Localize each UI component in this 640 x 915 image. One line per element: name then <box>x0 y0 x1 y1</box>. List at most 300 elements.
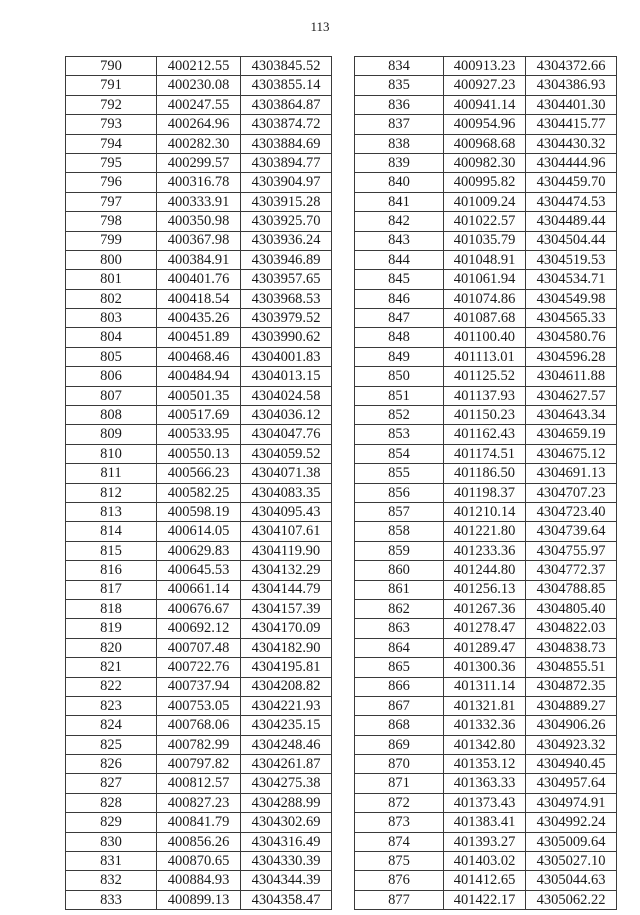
table-row <box>66 502 332 521</box>
y-coordinate-cell: 4303946.89 <box>241 250 332 269</box>
table-row <box>66 464 332 483</box>
x-coordinate-cell: 400350.98 <box>157 212 241 231</box>
y-coordinate-cell: 4304940.45 <box>526 755 617 774</box>
point-number-cell: 858 <box>355 522 444 541</box>
point-number-cell: 857 <box>355 502 444 521</box>
table-row <box>66 735 332 754</box>
x-coordinate-cell: 401412.65 <box>444 871 526 890</box>
x-coordinate-cell: 401244.80 <box>444 561 526 580</box>
y-coordinate-cell: 4304261.87 <box>241 755 332 774</box>
point-number-cell: 810 <box>66 444 157 463</box>
y-coordinate-cell: 4303990.62 <box>241 328 332 347</box>
x-coordinate-cell: 400753.05 <box>157 696 241 715</box>
y-coordinate-cell: 4304788.85 <box>526 580 617 599</box>
point-number-cell: 831 <box>66 852 157 871</box>
table-row <box>66 599 332 618</box>
point-number-cell: 835 <box>355 76 444 95</box>
y-coordinate-cell: 4305062.22 <box>526 890 617 909</box>
y-coordinate-cell: 4304059.52 <box>241 444 332 463</box>
point-number-cell: 876 <box>355 871 444 890</box>
table-row <box>355 871 617 890</box>
point-number-cell: 842 <box>355 212 444 231</box>
table-row <box>355 483 617 502</box>
table-row <box>355 309 617 328</box>
point-number-cell: 847 <box>355 309 444 328</box>
point-number-cell: 875 <box>355 852 444 871</box>
table-row <box>355 289 617 308</box>
x-coordinate-cell: 400418.54 <box>157 289 241 308</box>
x-coordinate-cell: 400645.53 <box>157 561 241 580</box>
y-coordinate-cell: 4304083.35 <box>241 483 332 502</box>
table-row <box>355 774 617 793</box>
point-number-cell: 811 <box>66 464 157 483</box>
x-coordinate-cell: 401373.43 <box>444 793 526 812</box>
y-coordinate-cell: 4305044.63 <box>526 871 617 890</box>
x-coordinate-cell: 401137.93 <box>444 386 526 405</box>
y-coordinate-cell: 4304580.76 <box>526 328 617 347</box>
table-row <box>355 658 617 677</box>
y-coordinate-cell: 4303968.53 <box>241 289 332 308</box>
point-number-cell: 813 <box>66 502 157 521</box>
x-coordinate-cell: 401150.23 <box>444 406 526 425</box>
x-coordinate-cell: 401267.36 <box>444 599 526 618</box>
point-number-cell: 824 <box>66 716 157 735</box>
y-coordinate-cell: 4304872.35 <box>526 677 617 696</box>
x-coordinate-cell: 401321.81 <box>444 696 526 715</box>
x-coordinate-cell: 400501.35 <box>157 386 241 405</box>
point-number-cell: 821 <box>66 658 157 677</box>
table-row <box>355 173 617 192</box>
table-row <box>355 347 617 366</box>
x-coordinate-cell: 401256.13 <box>444 580 526 599</box>
x-coordinate-cell: 401393.27 <box>444 832 526 851</box>
point-number-cell: 814 <box>66 522 157 541</box>
x-coordinate-cell: 400870.65 <box>157 852 241 871</box>
table-row <box>355 406 617 425</box>
y-coordinate-cell: 4304132.29 <box>241 561 332 580</box>
x-coordinate-cell: 401022.57 <box>444 212 526 231</box>
y-coordinate-cell: 4304195.81 <box>241 658 332 677</box>
y-coordinate-cell: 4303936.24 <box>241 231 332 250</box>
y-coordinate-cell: 4304157.39 <box>241 599 332 618</box>
y-coordinate-cell: 4304182.90 <box>241 638 332 657</box>
point-number-cell: 804 <box>66 328 157 347</box>
table-row <box>355 580 617 599</box>
point-number-cell: 851 <box>355 386 444 405</box>
y-coordinate-cell: 4305027.10 <box>526 852 617 871</box>
x-coordinate-cell: 400797.82 <box>157 755 241 774</box>
x-coordinate-cell: 400550.13 <box>157 444 241 463</box>
table-row <box>66 522 332 541</box>
point-number-cell: 819 <box>66 619 157 638</box>
point-number-cell: 848 <box>355 328 444 347</box>
x-coordinate-cell: 401198.37 <box>444 483 526 502</box>
table-row <box>66 115 332 134</box>
point-number-cell: 841 <box>355 192 444 211</box>
table-row <box>355 115 617 134</box>
y-coordinate-cell: 4304208.82 <box>241 677 332 696</box>
y-coordinate-cell: 4304170.09 <box>241 619 332 638</box>
point-number-cell: 790 <box>66 57 157 76</box>
table-row <box>355 367 617 386</box>
table-row <box>355 231 617 250</box>
y-coordinate-cell: 4303925.70 <box>241 212 332 231</box>
point-number-cell: 798 <box>66 212 157 231</box>
y-coordinate-cell: 4304248.46 <box>241 735 332 754</box>
point-number-cell: 823 <box>66 696 157 715</box>
table-row <box>66 212 332 231</box>
table-row <box>66 871 332 890</box>
x-coordinate-cell: 400982.30 <box>444 153 526 172</box>
table-row <box>66 192 332 211</box>
y-coordinate-cell: 4303855.14 <box>241 76 332 95</box>
y-coordinate-cell: 4304107.61 <box>241 522 332 541</box>
y-coordinate-cell: 4304822.03 <box>526 619 617 638</box>
x-coordinate-cell: 400782.99 <box>157 735 241 754</box>
table-row <box>355 250 617 269</box>
y-coordinate-cell: 4303884.69 <box>241 134 332 153</box>
table-row <box>355 755 617 774</box>
y-coordinate-cell: 4304923.32 <box>526 735 617 754</box>
y-coordinate-cell: 4304036.12 <box>241 406 332 425</box>
x-coordinate-cell: 400954.96 <box>444 115 526 134</box>
y-coordinate-cell: 4304024.58 <box>241 386 332 405</box>
y-coordinate-cell: 4303845.52 <box>241 57 332 76</box>
table-row <box>66 153 332 172</box>
table-row <box>66 793 332 812</box>
point-number-cell: 867 <box>355 696 444 715</box>
table-row <box>355 638 617 657</box>
table-row <box>355 813 617 832</box>
y-coordinate-cell: 4304627.57 <box>526 386 617 405</box>
x-coordinate-cell: 400899.13 <box>157 890 241 909</box>
point-number-cell: 815 <box>66 541 157 560</box>
point-number-cell: 802 <box>66 289 157 308</box>
y-coordinate-cell: 4304723.40 <box>526 502 617 521</box>
point-number-cell: 836 <box>355 95 444 114</box>
point-number-cell: 869 <box>355 735 444 754</box>
point-number-cell: 843 <box>355 231 444 250</box>
table-row <box>66 813 332 832</box>
x-coordinate-cell: 400692.12 <box>157 619 241 638</box>
point-number-cell: 812 <box>66 483 157 502</box>
y-coordinate-cell: 4304330.39 <box>241 852 332 871</box>
table-row <box>66 76 332 95</box>
y-coordinate-cell: 4304838.73 <box>526 638 617 657</box>
table-row <box>355 522 617 541</box>
y-coordinate-cell: 4304288.99 <box>241 793 332 812</box>
x-coordinate-cell: 400995.82 <box>444 173 526 192</box>
point-number-cell: 801 <box>66 270 157 289</box>
table-row <box>355 832 617 851</box>
point-number-cell: 839 <box>355 153 444 172</box>
table-row <box>355 890 617 909</box>
y-coordinate-cell: 4304415.77 <box>526 115 617 134</box>
y-coordinate-cell: 4304992.24 <box>526 813 617 832</box>
y-coordinate-cell: 4304001.83 <box>241 347 332 366</box>
table-row <box>355 270 617 289</box>
table-row <box>66 755 332 774</box>
point-number-cell: 834 <box>355 57 444 76</box>
point-number-cell: 808 <box>66 406 157 425</box>
y-coordinate-cell: 4304596.28 <box>526 347 617 366</box>
x-coordinate-cell: 401289.47 <box>444 638 526 657</box>
y-coordinate-cell: 4304459.70 <box>526 173 617 192</box>
x-coordinate-cell: 401100.40 <box>444 328 526 347</box>
point-number-cell: 856 <box>355 483 444 502</box>
point-number-cell: 826 <box>66 755 157 774</box>
point-number-cell: 852 <box>355 406 444 425</box>
table-row <box>355 735 617 754</box>
table-row <box>66 541 332 560</box>
x-coordinate-cell: 400247.55 <box>157 95 241 114</box>
table-row <box>355 444 617 463</box>
y-coordinate-cell: 4304489.44 <box>526 212 617 231</box>
table-row <box>355 561 617 580</box>
table-row <box>355 95 617 114</box>
x-coordinate-cell: 401125.52 <box>444 367 526 386</box>
x-coordinate-cell: 401074.86 <box>444 289 526 308</box>
y-coordinate-cell: 4304643.34 <box>526 406 617 425</box>
table-row <box>355 192 617 211</box>
table-row <box>66 658 332 677</box>
point-number-cell: 846 <box>355 289 444 308</box>
y-coordinate-cell: 4303874.72 <box>241 115 332 134</box>
point-number-cell: 864 <box>355 638 444 657</box>
table-row <box>355 328 617 347</box>
point-number-cell: 860 <box>355 561 444 580</box>
point-number-cell: 855 <box>355 464 444 483</box>
point-number-cell: 872 <box>355 793 444 812</box>
y-coordinate-cell: 4304047.76 <box>241 425 332 444</box>
x-coordinate-cell: 400629.83 <box>157 541 241 560</box>
table-row <box>355 386 617 405</box>
x-coordinate-cell: 400566.23 <box>157 464 241 483</box>
point-number-cell: 816 <box>66 561 157 580</box>
point-number-cell: 830 <box>66 832 157 851</box>
x-coordinate-cell: 400212.55 <box>157 57 241 76</box>
x-coordinate-cell: 400598.19 <box>157 502 241 521</box>
point-number-cell: 874 <box>355 832 444 851</box>
point-number-cell: 796 <box>66 173 157 192</box>
point-number-cell: 873 <box>355 813 444 832</box>
y-coordinate-cell: 4304401.30 <box>526 95 617 114</box>
y-coordinate-cell: 4304071.38 <box>241 464 332 483</box>
y-coordinate-cell: 4304549.98 <box>526 289 617 308</box>
y-coordinate-cell: 4304504.44 <box>526 231 617 250</box>
y-coordinate-cell: 4304302.69 <box>241 813 332 832</box>
y-coordinate-cell: 4304095.43 <box>241 502 332 521</box>
table-row <box>66 677 332 696</box>
y-coordinate-cell: 4305009.64 <box>526 832 617 851</box>
point-number-cell: 791 <box>66 76 157 95</box>
table-row <box>355 599 617 618</box>
point-number-cell: 795 <box>66 153 157 172</box>
point-number-cell: 853 <box>355 425 444 444</box>
table-row <box>66 386 332 405</box>
point-number-cell: 806 <box>66 367 157 386</box>
x-coordinate-cell: 400264.96 <box>157 115 241 134</box>
table-row <box>66 309 332 328</box>
y-coordinate-cell: 4304144.79 <box>241 580 332 599</box>
point-number-cell: 859 <box>355 541 444 560</box>
table-row <box>355 502 617 521</box>
table-row <box>66 638 332 657</box>
point-number-cell: 844 <box>355 250 444 269</box>
x-coordinate-cell: 400884.93 <box>157 871 241 890</box>
y-coordinate-cell: 4304275.38 <box>241 774 332 793</box>
x-coordinate-cell: 401278.47 <box>444 619 526 638</box>
table-row <box>355 852 617 871</box>
y-coordinate-cell: 4304691.13 <box>526 464 617 483</box>
point-number-cell: 833 <box>66 890 157 909</box>
y-coordinate-cell: 4304444.96 <box>526 153 617 172</box>
x-coordinate-cell: 400927.23 <box>444 76 526 95</box>
point-number-cell: 832 <box>66 871 157 890</box>
y-coordinate-cell: 4303915.28 <box>241 192 332 211</box>
y-coordinate-cell: 4304739.64 <box>526 522 617 541</box>
table-row <box>355 425 617 444</box>
table-row <box>66 406 332 425</box>
point-number-cell: 822 <box>66 677 157 696</box>
x-coordinate-cell: 400841.79 <box>157 813 241 832</box>
point-number-cell: 793 <box>66 115 157 134</box>
x-coordinate-cell: 400367.98 <box>157 231 241 250</box>
x-coordinate-cell: 400401.76 <box>157 270 241 289</box>
y-coordinate-cell: 4304659.19 <box>526 425 617 444</box>
x-coordinate-cell: 400333.91 <box>157 192 241 211</box>
y-coordinate-cell: 4304534.71 <box>526 270 617 289</box>
y-coordinate-cell: 4304611.88 <box>526 367 617 386</box>
x-coordinate-cell: 400384.91 <box>157 250 241 269</box>
point-number-cell: 829 <box>66 813 157 832</box>
table-row <box>66 696 332 715</box>
point-number-cell: 861 <box>355 580 444 599</box>
table-row <box>66 57 332 76</box>
table-row <box>355 76 617 95</box>
x-coordinate-cell: 401174.51 <box>444 444 526 463</box>
point-number-cell: 820 <box>66 638 157 657</box>
x-coordinate-cell: 400676.67 <box>157 599 241 618</box>
table-row <box>66 774 332 793</box>
y-coordinate-cell: 4304013.15 <box>241 367 332 386</box>
x-coordinate-cell: 400827.23 <box>157 793 241 812</box>
point-number-cell: 840 <box>355 173 444 192</box>
point-number-cell: 818 <box>66 599 157 618</box>
y-coordinate-cell: 4304974.91 <box>526 793 617 812</box>
x-coordinate-cell: 400856.26 <box>157 832 241 851</box>
point-number-cell: 792 <box>66 95 157 114</box>
point-number-cell: 871 <box>355 774 444 793</box>
x-coordinate-cell: 401422.17 <box>444 890 526 909</box>
x-coordinate-cell: 400737.94 <box>157 677 241 696</box>
y-coordinate-cell: 4304707.23 <box>526 483 617 502</box>
y-coordinate-cell: 4304675.12 <box>526 444 617 463</box>
x-coordinate-cell: 401332.36 <box>444 716 526 735</box>
x-coordinate-cell: 400768.06 <box>157 716 241 735</box>
table-row <box>355 619 617 638</box>
point-number-cell: 838 <box>355 134 444 153</box>
table-row <box>66 852 332 871</box>
x-coordinate-cell: 401311.14 <box>444 677 526 696</box>
table-row <box>66 134 332 153</box>
y-coordinate-cell: 4304889.27 <box>526 696 617 715</box>
x-coordinate-cell: 401300.36 <box>444 658 526 677</box>
point-number-cell: 862 <box>355 599 444 618</box>
y-coordinate-cell: 4304565.33 <box>526 309 617 328</box>
x-coordinate-cell: 400582.25 <box>157 483 241 502</box>
table-row <box>355 153 617 172</box>
table-row <box>355 541 617 560</box>
table-row <box>355 677 617 696</box>
table-row <box>66 95 332 114</box>
y-coordinate-cell: 4304344.39 <box>241 871 332 890</box>
point-number-cell: 863 <box>355 619 444 638</box>
y-coordinate-cell: 4304906.26 <box>526 716 617 735</box>
x-coordinate-cell: 401186.50 <box>444 464 526 483</box>
y-coordinate-cell: 4304474.53 <box>526 192 617 211</box>
y-coordinate-cell: 4304430.32 <box>526 134 617 153</box>
table-row <box>66 173 332 192</box>
x-coordinate-cell: 401403.02 <box>444 852 526 871</box>
y-coordinate-cell: 4304235.15 <box>241 716 332 735</box>
table-row <box>66 250 332 269</box>
table-row <box>66 231 332 250</box>
x-coordinate-cell: 401363.33 <box>444 774 526 793</box>
table-row <box>355 696 617 715</box>
x-coordinate-cell: 401342.80 <box>444 735 526 754</box>
y-coordinate-cell: 4304358.47 <box>241 890 332 909</box>
x-coordinate-cell: 401087.68 <box>444 309 526 328</box>
point-number-cell: 825 <box>66 735 157 754</box>
table-row <box>355 212 617 231</box>
point-number-cell: 854 <box>355 444 444 463</box>
y-coordinate-cell: 4304805.40 <box>526 599 617 618</box>
table-row <box>66 619 332 638</box>
y-coordinate-cell: 4304957.64 <box>526 774 617 793</box>
y-coordinate-cell: 4304772.37 <box>526 561 617 580</box>
x-coordinate-cell: 401383.41 <box>444 813 526 832</box>
y-coordinate-cell: 4304119.90 <box>241 541 332 560</box>
x-coordinate-cell: 400435.26 <box>157 309 241 328</box>
table-row <box>66 425 332 444</box>
point-number-cell: 803 <box>66 309 157 328</box>
y-coordinate-cell: 4303864.87 <box>241 95 332 114</box>
table-row <box>66 716 332 735</box>
x-coordinate-cell: 400451.89 <box>157 328 241 347</box>
x-coordinate-cell: 400468.46 <box>157 347 241 366</box>
table-row <box>66 561 332 580</box>
x-coordinate-cell: 401162.43 <box>444 425 526 444</box>
y-coordinate-cell: 4304519.53 <box>526 250 617 269</box>
point-number-cell: 877 <box>355 890 444 909</box>
point-number-cell: 866 <box>355 677 444 696</box>
table-row <box>66 483 332 502</box>
y-coordinate-cell: 4304221.93 <box>241 696 332 715</box>
point-number-cell: 794 <box>66 134 157 153</box>
y-coordinate-cell: 4304855.51 <box>526 658 617 677</box>
x-coordinate-cell: 401048.91 <box>444 250 526 269</box>
point-number-cell: 837 <box>355 115 444 134</box>
x-coordinate-cell: 400722.76 <box>157 658 241 677</box>
point-number-cell: 805 <box>66 347 157 366</box>
table-row <box>66 890 332 909</box>
table-row <box>66 444 332 463</box>
x-coordinate-cell: 400661.14 <box>157 580 241 599</box>
point-number-cell: 865 <box>355 658 444 677</box>
point-number-cell: 849 <box>355 347 444 366</box>
x-coordinate-cell: 400316.78 <box>157 173 241 192</box>
